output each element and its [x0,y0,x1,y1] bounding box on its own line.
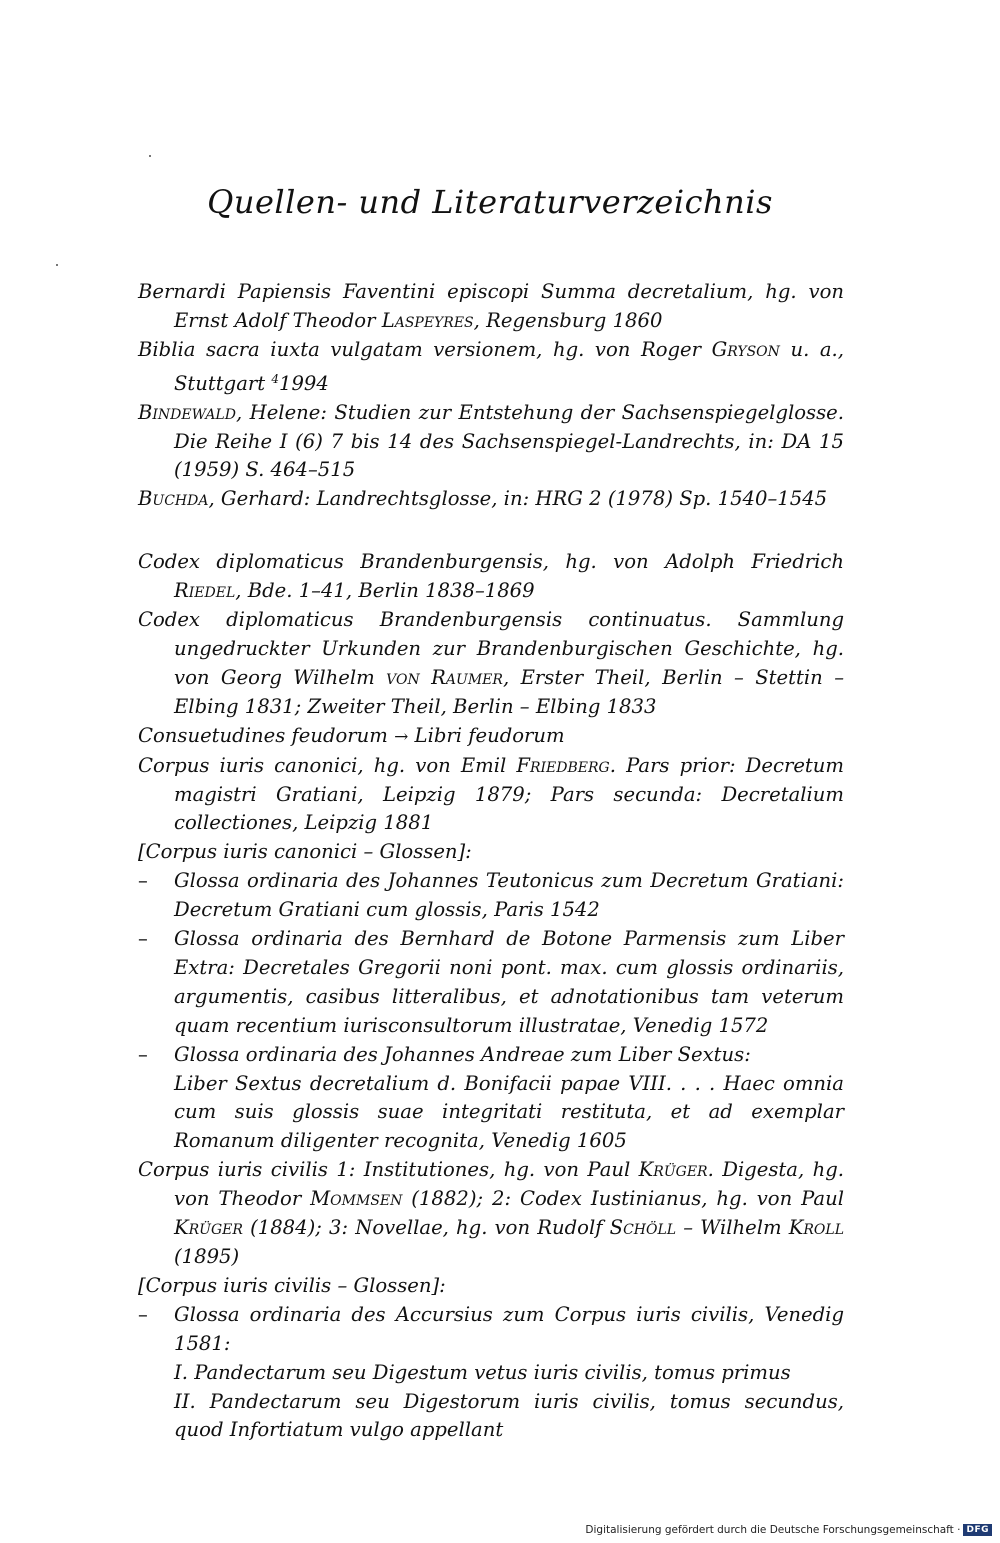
bib-subentry-teutonicus [138,867,844,925]
arrow-right-icon: → [394,726,409,747]
entry-text: . Digesta, hg. von Theodor [174,1158,844,1211]
bib-entry-bernardi [138,278,844,336]
bib-entry-corpus-canonici [138,752,844,839]
bib-heading-canonici-glossen: [Corpus iuris canonici – Glossen]: [138,840,472,864]
list-dash: – [138,927,148,951]
entry-text: Corpus iuris canonici, hg. von Emil [138,753,517,777]
author-name: Bindewald [138,400,236,424]
page-title: Quellen- und Literaturverzeichnis [207,183,773,221]
entry-text: u. a., Stuttgart [174,337,844,395]
bib-entry-consuetudines [138,722,844,752]
bib-subentry-andreae [138,1041,844,1070]
entry-text: , Gerhard: Landrechtsglosse, in: HRG 2 (1978) Sp. 1540–1545 [208,487,828,511]
entry-text: Codex diplomaticus Brandenburgensis continuatus. Sammlung ungedruckter Urkunden zur Brandenburgischen Geschichte, hg. von Georg Wilhelm [138,608,844,689]
bib-subentry-volume-2: II. Pandectarum seu Digestorum iuris civilis, tomus secundus, quod Infortiatum vulgo appellant [174,1389,844,1442]
entry-text: Biblia sacra iuxta vulgatam versionem, hg. von Roger [138,337,712,361]
entry-text: Codex diplomaticus Brandenburgensis, hg. von Adolph Friedrich [138,550,844,574]
bib-subentry-botone [138,925,844,1041]
author-name: Krüger [174,1216,243,1240]
scan-speck [56,264,58,266]
cross-reference: Libri feudorum [408,723,565,747]
author-name: Riedel [174,579,236,603]
bib-entry-buchda [138,485,844,514]
entry-text: Glossa ordinaria des Bernhard de Botone Parmensis zum Liber Extra: Decretales Gregorii noni pont. max. cum glossis ordinariis, argumentis, casibus litteralibus, et adnotationibus tam veterum quam recentium iurisconsultorum illustratae, Venedig 1572 [174,927,844,1037]
edition-superscript: 4 [271,371,279,386]
entry-text: Glossa ordinaria des Johannes Teutonicus zum Decretum Gratiani: Decretum Gratiani cum glossis, Paris 1542 [174,869,844,922]
entry-text: , Bde. 1–41, Berlin 1838–1869 [235,579,535,603]
scan-speck [149,155,151,157]
entry-text: (1884); 3: Novellae, hg. von Rudolf [242,1216,610,1240]
entry-text: Consuetudines feudorum [138,723,395,747]
author-name: Kroll [788,1216,844,1240]
bib-subentry-accursius [138,1301,844,1359]
list-dash: – [138,1042,148,1066]
bibliography-list [138,278,844,1445]
entry-text: Glossa ordinaria des Accursius zum Corpus iuris civilis, Venedig 1581: [174,1302,844,1355]
entry-text: . Pars prior: Decretum magistri Gratiani, Leipzig 1879; Pars secunda: Decretalium collectiones, Leipzig 1881 [174,753,844,835]
bib-subentry-liber-sextus: Liber Sextus decretalium d. Bonifacii papae VIII. . . . Haec omnia cum suis glossis suae integritati restituta, et ad exemplar Romanum diligenter recognita, Venedig 1605 [174,1071,844,1153]
author-name: Mommsen [310,1187,403,1211]
bib-heading-civilis-glossen: [Corpus iuris civilis – Glossen]: [138,1273,446,1297]
bib-entry-bindewald [138,399,844,486]
section-gap [138,514,844,548]
bib-entry-biblia [138,336,844,399]
entry-text: Glossa ordinaria des Johannes Andreae zum Liber Sextus: [174,1042,751,1066]
entry-text: , Erster Theil, Berlin – Stettin – Elbing 1831; Zweiter Theil, Berlin – Elbing 1833 [174,665,845,718]
entry-text: , Regensburg 1860 [473,308,663,332]
entry-text: (1882); 2: Codex Iustinianus, hg. von Paul [402,1187,844,1211]
footer-text: Digitalisierung gefördert durch die Deutsche Forschungsgemeinschaft · [585,1524,961,1536]
entry-text: , Helene: Studien zur Entstehung der Sachsenspiegelglosse. Die Reihe I (6) 7 bis 14 des Sachsenspiegel-Landrechts, in: DA 15 (1959) S. 464–515 [174,400,844,482]
author-name: Gryson [711,337,780,361]
author-name: Schöll [609,1216,677,1240]
entry-text: Bernardi Papiensis Faventini episcopi Summa decretalium, hg. von Ernst Adolf Theodor [138,280,844,332]
author-name: Friedberg [516,753,610,777]
author-name: Buchda [138,487,209,511]
dfg-logo: DFG [963,1524,992,1536]
author-name: von Raumer [386,665,503,689]
author-name: Krüger [638,1158,708,1182]
entry-year: 1994 [279,371,329,395]
list-dash: – [138,869,148,893]
bib-entry-codex-brandenburgensis [138,548,844,606]
entry-text: Corpus iuris civilis 1: Institutiones, hg. von Paul [138,1158,639,1182]
bib-subentry-volume-1: I. Pandectarum seu Digestum vetus iuris civilis, tomus primus [174,1360,791,1384]
entry-text: – Wilhelm [676,1216,789,1240]
entry-text: (1895) [174,1245,240,1268]
author-name: Laspeyres [381,308,474,332]
bib-entry-corpus-civilis [138,1156,844,1272]
bib-entry-codex-continuatus [138,606,844,722]
list-dash: – [138,1302,148,1326]
funding-footer [585,1524,992,1536]
